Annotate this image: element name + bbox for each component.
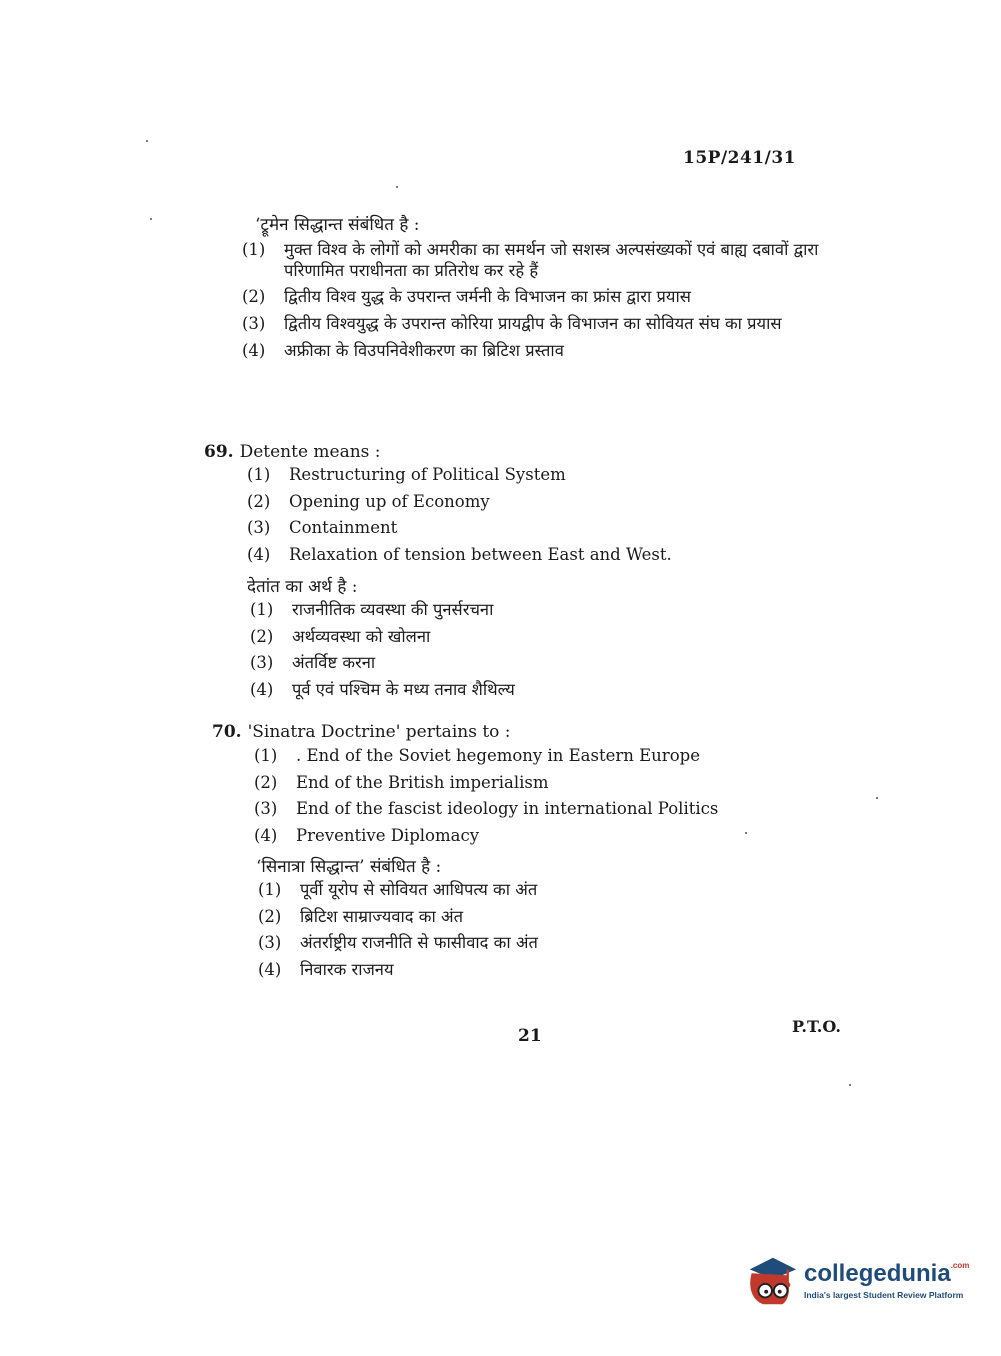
- q69-hindi-option-2: (2) अर्थव्यवस्था को खोलना: [250, 626, 431, 646]
- scan-speck: [745, 832, 747, 834]
- q68-hindi-option-4: (4) अफ्रीका के विउपनिवेशीकरण का ब्रिटिश प्रस्ताव: [242, 340, 564, 360]
- q70-option-2: (2) End of the British imperialism: [254, 772, 549, 792]
- q69-number: 69.: [204, 442, 234, 462]
- page-number: 21: [518, 1026, 542, 1046]
- q70-hindi-option-2: (2) ब्रिटिश साम्राज्यवाद का अंत: [258, 906, 463, 926]
- q70-options: [254, 746, 718, 853]
- brand-name: collegedunia: [804, 1260, 951, 1287]
- q70-hindi-options: [258, 880, 538, 987]
- pto-label: P.T.O.: [792, 1017, 841, 1036]
- q69-option-4: (4) Relaxation of tension between East and West.: [247, 544, 672, 564]
- q69-option-1: (1) Restructuring of Political System: [247, 465, 566, 484]
- q69-hindi-option-3: (3) अंतर्विष्ट करना: [250, 653, 376, 673]
- collegedunia-logo: [742, 1248, 972, 1314]
- paper-code: 15P/241/31: [683, 148, 797, 168]
- q70-hindi-stem: ‘सिनात्रा सिद्धान्त’ संबंधित है :: [256, 857, 442, 877]
- scan-speck: [396, 186, 398, 188]
- q70-hindi-option-4: (4) निवारक राजनय: [258, 959, 394, 979]
- q70-hindi-option-1: (1) पूर्वी यूरोप से सोवियत आधिपत्य का अंत: [258, 880, 538, 899]
- q69-option-3: (3) Containment: [247, 518, 398, 538]
- scan-speck: [876, 797, 878, 799]
- q69-hindi-stem: देतांत का अर्थ है :: [247, 577, 358, 597]
- student-mascot-icon: [742, 1252, 800, 1310]
- q69-hindi-options: [250, 600, 515, 707]
- brand-suffix: .com: [950, 1261, 970, 1270]
- q69-stem: 69. Detente means :: [204, 442, 381, 462]
- q68-hindi-option-3: (3) द्वितीय विश्वयुद्ध के उपरान्त कोरिया प्रायद्वीप के विभाजन का सोवियत संघ का प्रयास: [242, 313, 782, 333]
- q70-hindi-option-3: (3) अंतर्राष्ट्रीय राजनीति से फासीवाद का अंत: [258, 933, 538, 953]
- q70-option-3: (3) End of the fascist ideology in international Politics: [254, 799, 719, 819]
- q68-hindi-stem: ‘ट्रूमेन सिद्धान्त संबंधित है :: [255, 215, 420, 235]
- brand-tagline: India's largest Student Review Platform: [804, 1290, 964, 1300]
- scan-speck: [146, 140, 148, 142]
- scan-speck: [849, 1084, 851, 1086]
- q68-hindi-option-2: (2) द्वितीय विश्व युद्ध के उपरान्त जर्मनी के विभाजन का फ्रांस द्वारा प्रयास: [242, 287, 691, 307]
- q69-options: [247, 465, 672, 572]
- q69-hindi-option-4: (4) पूर्व एवं पश्चिम के मध्य तनाव शैथिल्य: [250, 679, 515, 699]
- q70-option-4: (4) Preventive Diplomacy: [254, 825, 480, 845]
- q70-stem: 70. 'Sinatra Doctrine' pertains to :: [212, 722, 511, 742]
- q70-option-1: (1) . End of the Soviet hegemony in Eastern Europe: [254, 746, 700, 765]
- q68-hindi-option-1: (1) मुक्त विश्व के लोगों को अमरीका का समर्थन जो सशस्त्र अल्पसंख्यकों एवं बाह्य दबावों द्वारा परिणामित पराधीनता का प्रतिरोध कर रहे हैं: [242, 240, 819, 280]
- scan-speck: [150, 218, 152, 220]
- q70-number: 70.: [212, 722, 242, 742]
- q69-option-2: (2) Opening up of Economy: [247, 491, 490, 511]
- q68-hindi-options: [242, 240, 842, 367]
- q69-hindi-option-1: (1) राजनीतिक व्यवस्था की पुनर्सरचना: [250, 600, 494, 619]
